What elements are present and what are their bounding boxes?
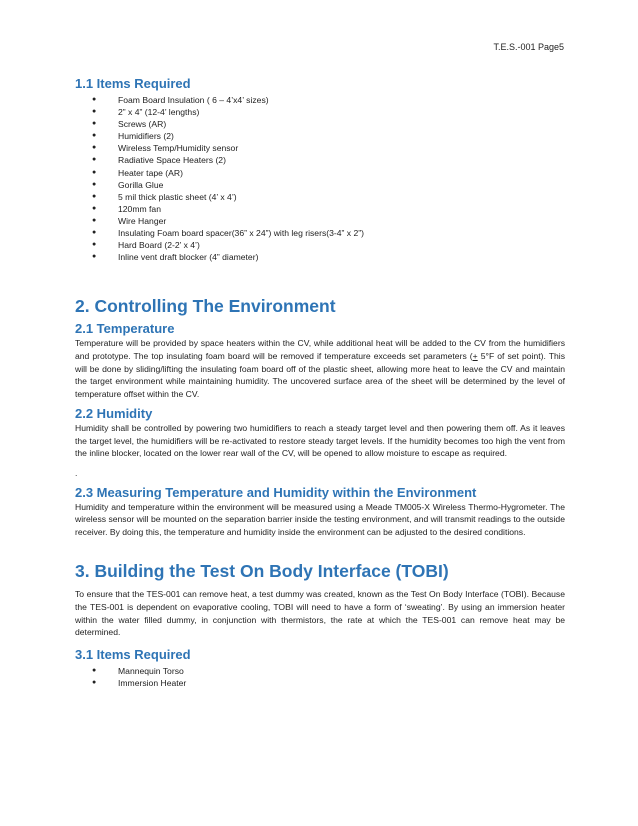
- bullet-icon: ●: [92, 108, 97, 116]
- bullet-icon: ●: [92, 229, 97, 237]
- stray-dot: .: [75, 468, 78, 479]
- heading-3-1: 3.1 Items Required: [75, 646, 191, 662]
- paragraph-measuring: Humidity and temperature within the environment will be measured using a Meade TM005-X Wireless Thermo-Hygrometer. The wireless sensor will be mounted on the separation barrier inside the testing environment, and will transmit readings to the outside receiver. By doing this, the temperature and humidity inside the environment can be adjusted to the desired conditions.: [75, 501, 565, 537]
- list-item-text: Foam Board Insulation ( 6 – 4’x4’ sizes): [118, 95, 269, 105]
- bullet-icon: ●: [92, 253, 97, 261]
- list-item-text: Screws (AR): [118, 119, 167, 130]
- list-item: [92, 179, 565, 191]
- heading-2-1: 2.1 Temperature: [75, 321, 175, 337]
- bullet-icon: ●: [92, 204, 97, 212]
- bullet-icon: ●: [92, 168, 97, 176]
- bullet-icon: ●: [92, 192, 97, 200]
- bullet-icon: ●: [92, 666, 97, 674]
- list-item: [92, 203, 565, 215]
- list-item-text: Wireless Temp/Humidity sensor: [118, 143, 239, 154]
- plus-minus-sign: +: [472, 350, 478, 361]
- list-item-text: Insulating Foam board spacer(36” x 24”) with leg risers(3-4” x 2”): [118, 228, 364, 239]
- list-item: [92, 239, 565, 251]
- bullet-icon: ●: [92, 120, 97, 128]
- heading-2-2: 2.2 Humidity: [75, 406, 153, 422]
- list-item: [92, 130, 565, 142]
- page-content: [75, 76, 565, 689]
- bullet-icon: ●: [92, 132, 97, 140]
- bullet-icon: ●: [92, 156, 97, 164]
- temperature-text-b: 5°F of set point). This will be done by sliding/lifting the insulating foam board off of the plastic sheet, allowing more heat to leave the CV and maintain the target environment while maintaining humidity. The uncovered surface area of the sheet will be determined by the level of temperature offset within the CV.: [75, 350, 565, 399]
- bullet-icon: ●: [92, 678, 97, 686]
- list-item-text: 120mm fan: [118, 203, 161, 214]
- heading-2: 2. Controlling The Environment: [75, 296, 336, 317]
- paragraph-temperature: [75, 337, 565, 400]
- page-header: T.E.S.-001 Page5: [493, 42, 564, 52]
- list-item-text: Mannequin Torso: [118, 665, 184, 676]
- list-item-text: Humidifiers (2): [118, 131, 174, 142]
- list-item: [92, 227, 565, 239]
- list-item-text: Wire Hanger: [118, 215, 167, 226]
- heading-3: 3. Building the Test On Body Interface (TOBI): [75, 561, 449, 582]
- heading-2-3: 2.3 Measuring Temperature and Humidity within the Environment: [75, 484, 477, 500]
- list-item: [92, 142, 565, 154]
- list-item-text: Gorilla Glue: [118, 179, 164, 190]
- list-item-text: Immersion Heater: [118, 677, 187, 688]
- list-item-text: 5 mil thick plastic sheet (4’ x 4’): [118, 191, 237, 202]
- list-item: [92, 191, 565, 203]
- tobi-items-list: [75, 665, 565, 689]
- bullet-icon: ●: [92, 241, 97, 249]
- temperature-text-a: Temperature will be provided by space heaters within the CV, while additional heat will be added to the CV from the humidifiers and prototype. The top insulating foam board will be removed if temperature exceeds set parameters (: [75, 338, 565, 361]
- list-item-text: Heater tape (AR): [118, 167, 183, 178]
- list-item-text: Inline vent draft blocker (4” diameter): [118, 252, 259, 263]
- list-item: [92, 665, 565, 677]
- heading-1-1: 1.1 Items Required: [75, 76, 191, 91]
- list-item: [92, 154, 565, 166]
- list-item-text: Hard Board (2-2’ x 4’): [118, 240, 200, 251]
- bullet-icon: ●: [92, 216, 97, 224]
- list-item: [92, 215, 565, 227]
- bullet-icon: ●: [92, 96, 97, 103]
- list-item-text: Radiative Space Heaters (2): [118, 155, 226, 166]
- list-item-text: 2” x 4” (12-4’ lengths): [118, 107, 200, 118]
- bullet-icon: ●: [92, 180, 97, 188]
- list-item: [92, 94, 565, 106]
- list-item: [92, 167, 565, 179]
- list-item: [92, 118, 565, 130]
- list-item: [92, 106, 565, 118]
- items-required-list: [75, 94, 565, 263]
- list-item: [92, 251, 565, 263]
- paragraph-tobi: To ensure that the TES-001 can remove heat, a test dummy was created, known as the Test On Body Interface (TOBI). Because the TES-001 is dependent on evaporative cooling, TOBI will need to have a form of ‘sweating’. By using an immersion heater within the water filled dummy, in conjunction with thermistors, the rate at which the TES-001 can remove heat may be determined.: [75, 589, 565, 638]
- list-item: [92, 677, 565, 689]
- bullet-icon: ●: [92, 144, 97, 152]
- paragraph-humidity: Humidity shall be controlled by powering two humidifiers to reach a steady target level and then powering them off. As it leaves the target level, the humidifiers will be re-activated to restore steady target levels. If the humidity becomes too high the vent from the inline blocker, located on the lower rear wall of the CV, will be opened to allow moisture to escape as required.: [75, 423, 565, 459]
